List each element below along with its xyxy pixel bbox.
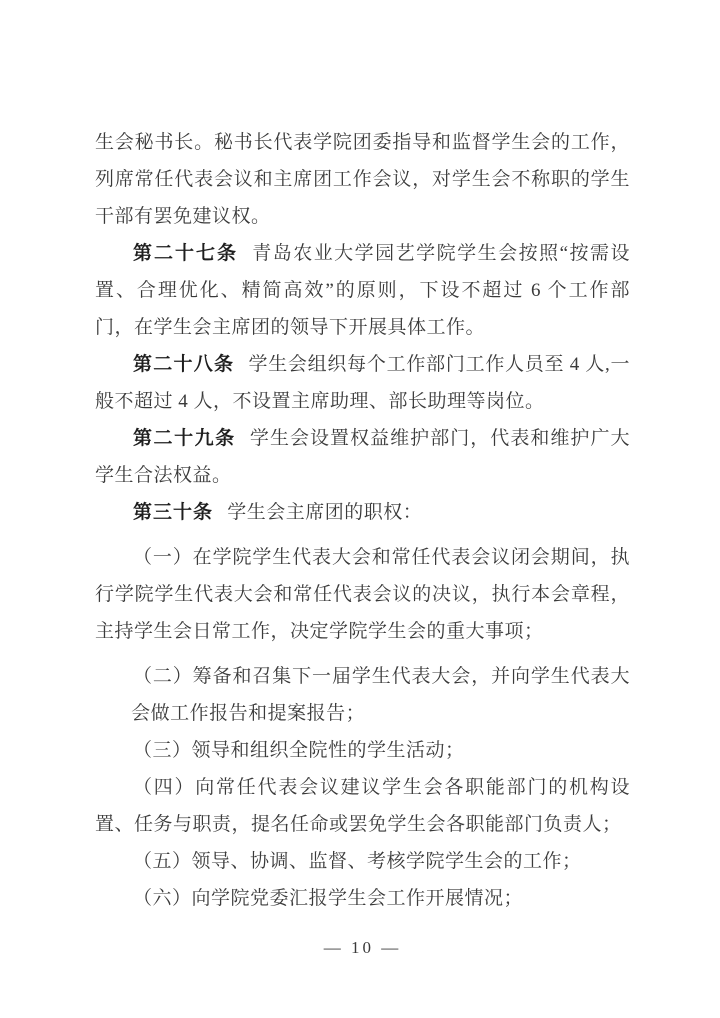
article-27-text: 青岛农业大学园艺学院学生会按照“按需设置、合理优化、精简高效”的原则，下设不超过 6 个工作部门，在学生会主席团的领导下开展具体工作。	[95, 243, 630, 338]
article-29-term: 第二十九条	[133, 428, 236, 449]
article-27-term: 第二十七条	[133, 243, 238, 264]
duty-item-3: （三）领导和组织全院性的学生活动；	[133, 740, 465, 761]
article-30	[95, 494, 630, 531]
article-29-text: 学生会设置权益维护部门，代表和维护广大学生合法权益。	[95, 428, 630, 486]
duty-item-6: （六）向学院党委汇报学生会工作开展情况；	[133, 888, 524, 909]
paragraph-continuation: 生会秘书长。秘书长代表学院团委指导和监督学生会的工作，列席常任代表会议和主席团工作会议，对学生会不称职的学生干部有罢免建议权。	[95, 132, 630, 227]
article-28-text: 学生会组织每个工作部门工作人员至 4 人,一般不超过 4 人，不设置主席助理、部长助理等岗位。	[95, 354, 630, 412]
page-number: — 10 —	[323, 938, 402, 957]
duty-item-5: （五）领导、协调、监督、考核学院学生会的工作；	[133, 851, 582, 872]
article-30-text: 学生会主席团的职权：	[227, 502, 423, 523]
duty-item-1: （一）在学院学生代表大会和常任代表会议闭会期间，执行学院学生代表大会和常任代表会议的决议，执行本会章程，主持学生会日常工作，决定学院学生会的重大事项；	[95, 547, 630, 642]
duty-item-2: （二）筹备和召集下一届学生代表大会，并向学生代表大会做工作报告和提案报告；	[131, 666, 630, 724]
duty-item-4: （四）向常任代表会议建议学生会各职能部门的机构设置、任务与职责，提名任命或罢免学生会各职能部门负责人；	[95, 777, 630, 835]
article-29	[95, 420, 630, 494]
article-27	[95, 235, 630, 346]
article-28-term: 第二十八条	[133, 354, 235, 375]
article-30-term: 第三十条	[133, 502, 214, 523]
article-28	[95, 346, 630, 420]
